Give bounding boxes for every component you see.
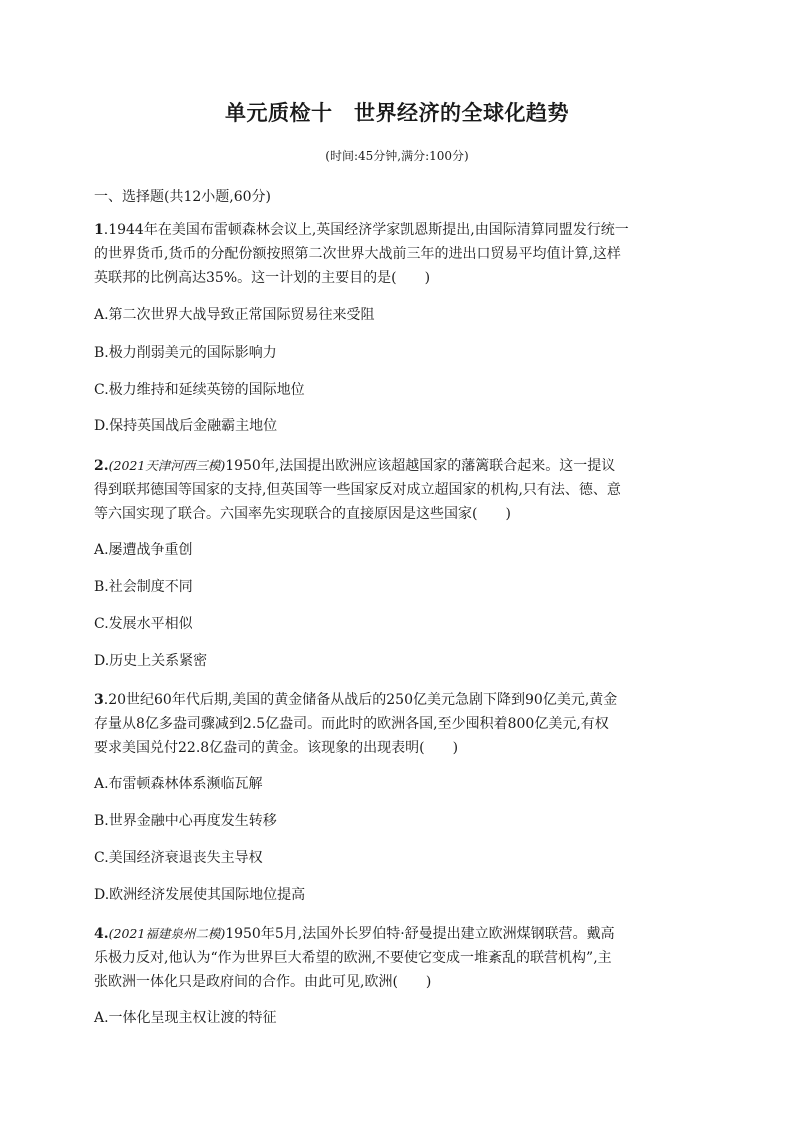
option-1b[interactable]: B.极力削弱美元的国际影响力 [94,345,277,361]
question-source: (2021福建泉州二模) [108,926,226,941]
page-subtitle: (时间:45分钟,满分:100分) [325,149,469,163]
option-2c[interactable]: C.发展水平相似 [94,616,193,632]
question-stem-line: 的世界货币,货币的分配份额按照第二次世界大战前三年的进出口贸易平均值计算,这样 [94,246,621,262]
question-stem-line: 等六国实现了联合。六国率先实现联合的直接原因是这些国家( ) [94,506,511,522]
question-3 [94,688,706,760]
page-title: 单元质检十 世界经济的全球化趋势 [225,101,569,125]
option-2a[interactable]: A.屡遭战争重创 [94,542,193,558]
question-stem-line: 英联邦的比例高达35%。这一计划的主要目的是( ) [94,270,431,286]
question-stem-text: .1944年在美国布雷顿森林会议上,英国经济学家凯恩斯提出,由国际清算同盟发行统一 [103,222,629,238]
option-3b[interactable]: B.世界金融中心再度发生转移 [94,813,277,829]
question-stem-text: .20世纪60年代后期,美国的黄金储备从战后的250亿美元急剧下降到90亿美元,黄金 [103,692,618,708]
question-number: 3 [94,692,104,708]
question-stem-line: 2.(2021天津河西三模)1950年,法国提出欧洲应该超越国家的藩篱联合起来。这一提议 [94,458,616,474]
option-1c[interactable]: C.极力维持和延续英镑的国际地位 [94,382,305,398]
question-stem-line: 乐极力反对,他认为“作为世界巨大希望的欧洲,不要使它变成一堆紊乱的联营机构”,主 [94,950,612,966]
question-number: 4 [94,926,104,942]
question-number: 2 [94,458,104,474]
option-2d[interactable]: D.历史上关系紧密 [94,653,208,669]
option-2b[interactable]: B.社会制度不同 [94,579,193,595]
question-stem-text: 1950年,法国提出欧洲应该超越国家的藩篱联合起来。这一提议 [225,458,616,474]
option-4a[interactable]: A.一体化呈现主权让渡的特征 [94,1010,277,1026]
question-2 [94,454,706,526]
question-stem-line: 存量从8亿多盎司骤减到2.5亿盎司。而此时的欧洲各国,至少囤积着800亿美元,有权 [94,716,609,732]
question-stem-line: 得到联邦德国等国家的支持,但英国等一些国家反对成立超国家的机构,只有法、德、意 [94,482,621,498]
question-4 [94,922,706,994]
question-number: 1 [94,222,104,238]
question-stem-line: 要求美国兑付22.8亿盎司的黄金。该现象的出现表明( ) [94,740,459,756]
section-heading: 一、选择题(共12小题,60分) [94,189,272,205]
option-3d[interactable]: D.欧洲经济发展使其国际地位提高 [94,887,306,903]
question-stem-line: 4.(2021福建泉州二模)1950年5月,法国外长罗伯特·舒曼提出建立欧洲煤钢联营。戴高 [94,926,615,942]
option-3a[interactable]: A.布雷顿森林体系濒临瓦解 [94,776,263,792]
option-1d[interactable]: D.保持英国战后金融霸主地位 [94,418,278,434]
question-stem-line [94,218,706,242]
option-1a[interactable]: A.第二次世界大战导致正常国际贸易往来受阻 [94,307,375,323]
question-source: (2021天津河西三模) [108,458,226,473]
question-1 [94,218,706,290]
question-stem-line: 张欧洲一体化只是政府间的合作。由此可见,欧洲( ) [94,974,432,990]
option-3c[interactable]: C.美国经济衰退丧失主导权 [94,850,263,866]
question-stem-line [94,688,706,712]
question-stem-text: 1950年5月,法国外长罗伯特·舒曼提出建立欧洲煤钢联营。戴高 [225,926,615,942]
